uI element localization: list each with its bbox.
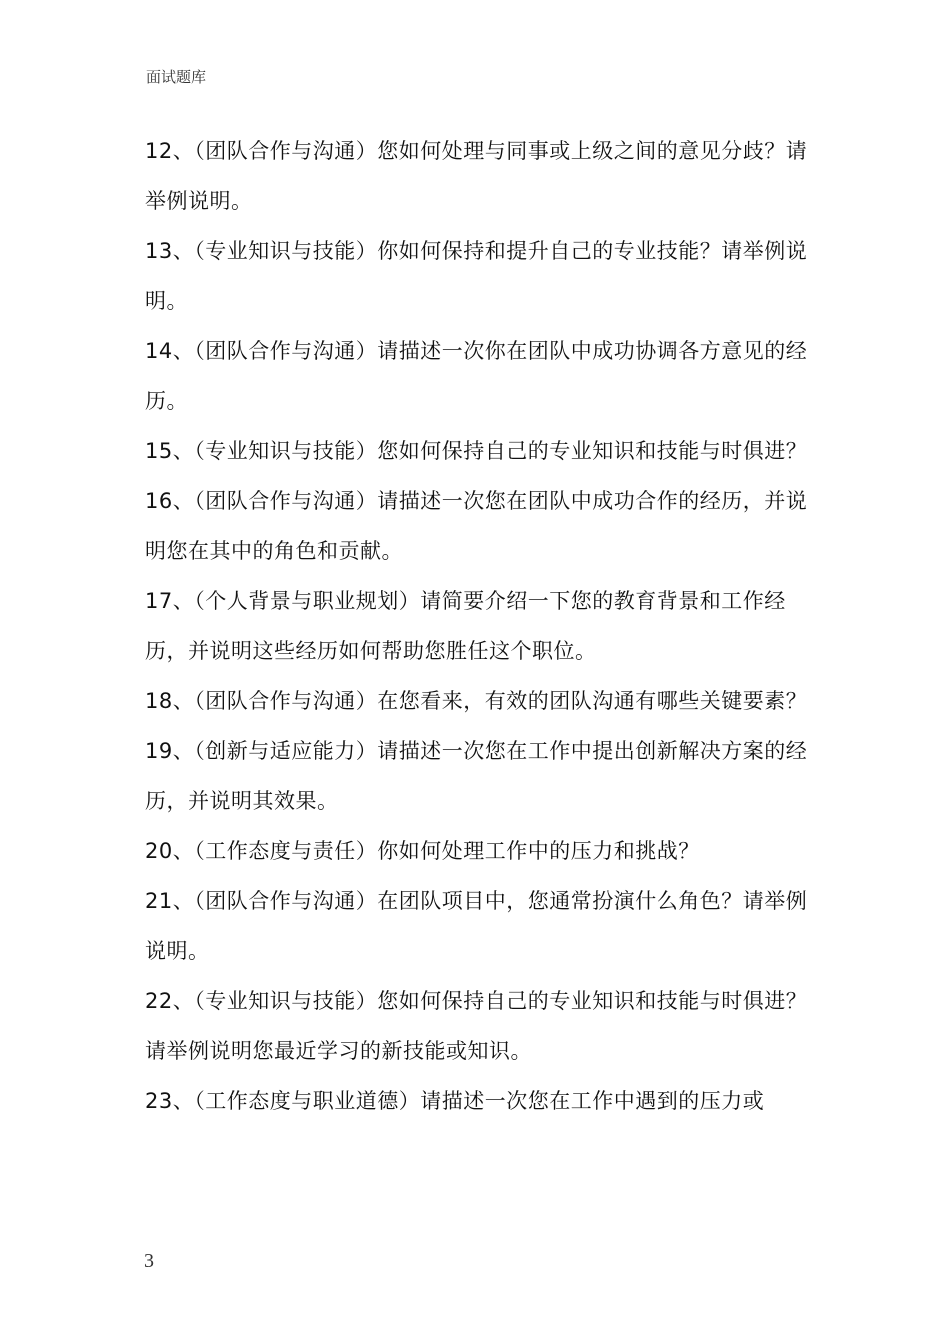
question-list — [145, 126, 810, 1126]
page-header-title: 面试题库 — [146, 68, 207, 86]
question-item: 14、（团队合作与沟通）请描述一次你在团队中成功协调各方意见的经历。 — [145, 339, 808, 413]
question-item: 20、（工作态度与责任）你如何处理工作中的压力和挑战？ — [145, 839, 700, 863]
page-number: 3 — [144, 1250, 154, 1272]
question-item: 12、（团队合作与沟通）您如何处理与同事或上级之间的意见分歧？请举例说明。 — [145, 139, 808, 213]
question-item: 13、（专业知识与技能）你如何保持和提升自己的专业技能？请举例说明。 — [145, 239, 808, 313]
question-item: 23、（工作态度与职业道德）请描述一次您在工作中遇到的压力或 — [145, 1089, 765, 1113]
question-item: 18、（团队合作与沟通）在您看来，有效的团队沟通有哪些关键要素？ — [145, 689, 808, 713]
question-item: 21、（团队合作与沟通）在团队项目中，您通常扮演什么角色？请举例说明。 — [145, 889, 808, 963]
question-item: 19、（创新与适应能力）请描述一次您在工作中提出创新解决方案的经历，并说明其效果。 — [145, 739, 808, 813]
question-item: 17、（个人背景与职业规划）请简要介绍一下您的教育背景和工作经历，并说明这些经历如何帮助您胜任这个职位。 — [145, 589, 786, 663]
question-item: 22、（专业知识与技能）您如何保持自己的专业知识和技能与时俱进？请举例说明您最近学习的新技能或知识。 — [145, 989, 808, 1063]
question-item: 15、（专业知识与技能）您如何保持自己的专业知识和技能与时俱进？ — [145, 439, 808, 463]
question-item: 16、（团队合作与沟通）请描述一次您在团队中成功合作的经历，并说明您在其中的角色和贡献。 — [145, 489, 808, 563]
